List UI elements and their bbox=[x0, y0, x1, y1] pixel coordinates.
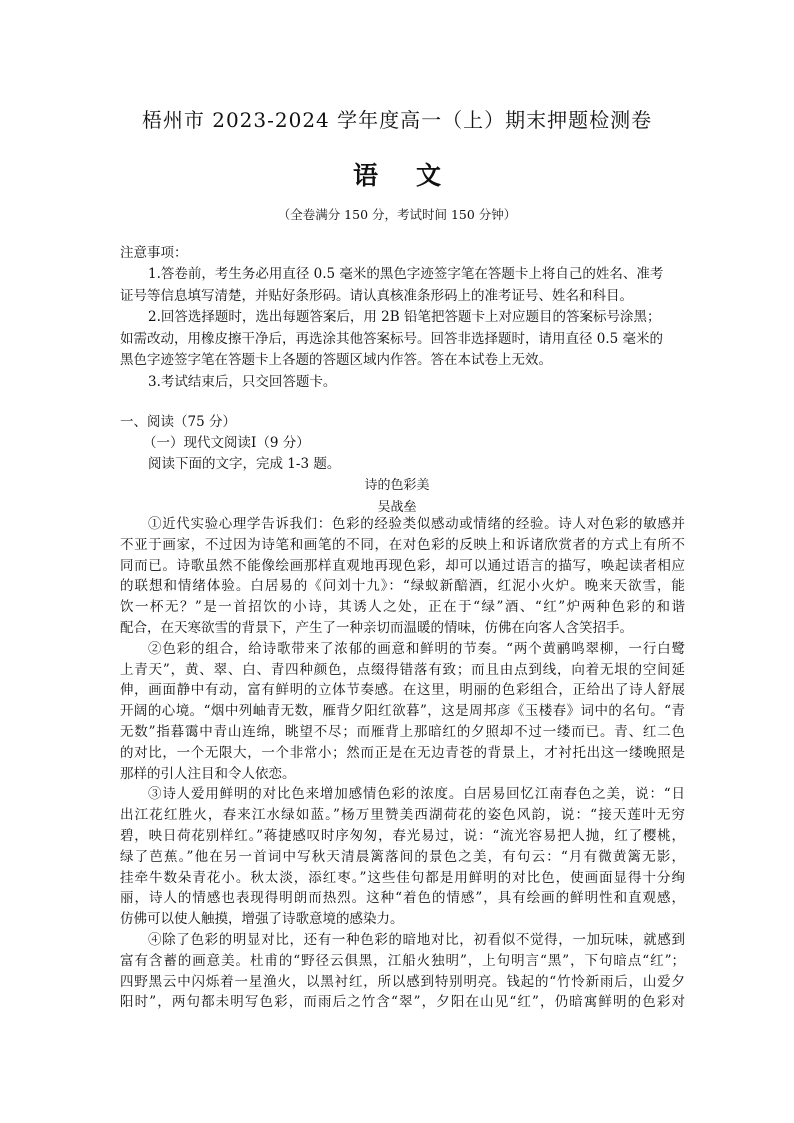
notes-line: 黑色字迹签字笔在答题卡上各题的答题区域内作答。答在本试卷上无效。 bbox=[120, 352, 552, 368]
essay-line: 碧，映日荷花别样红。”蒋捷感叹时序匆匆，春光易过，说：“流光容易把人抛，红了樱桃， bbox=[120, 827, 685, 844]
reading-instruction: 阅读下面的文字，完成 1-3 题。 bbox=[148, 456, 341, 472]
essay-line: 那样的引人注目和令人依恋。 bbox=[120, 765, 296, 782]
subject-heading bbox=[0, 156, 794, 192]
notes-line: 证号等信息填写清楚，并贴好条形码。请认真核准条形码上的准考证号、姓名和科目。 bbox=[120, 287, 633, 304]
section-heading: 一、阅读（75 分） bbox=[120, 414, 236, 430]
exam-score-time-note: （全卷满分 150 分，考试时间 150 分钟） bbox=[277, 207, 517, 222]
essay-line: 挂牵牛数朵青花小。秋太淡，添红枣。”这些佳句都是用鲜明的对比色，使画面显得十分绚 bbox=[120, 869, 685, 886]
essay-line: ①近代实验心理学告诉我们：色彩的经验类似感动或情绪的经验。诗人对色彩的敏感并 bbox=[148, 516, 685, 532]
notes-body bbox=[120, 264, 685, 393]
essay-line: 丽，诗人的情感也表现得明朗而热烈。这种“着色的情感”，具有绘画的鲜明性和直观感， bbox=[120, 890, 685, 907]
essay-line: 富有含蓄的画意美。杜甫的“野径云俱黑，江船火独明”，上句明言“黑”，下句暗点“红”； bbox=[120, 952, 685, 969]
essay-line: 同而已。诗歌虽然不能像绘画那样直观地再现色彩，却可以通过语言的描写，唤起读者相应 bbox=[120, 557, 685, 574]
essay-line: 配合，在天寒欲雪的背景下，产生了一种亲切而温暖的情味，仿佛在向客人含笑招手。 bbox=[120, 619, 633, 636]
essay-line: ③诗人爱用鲜明的对比色来增加感情色彩的浓度。白居易回忆江南春色之美，说：“日 bbox=[148, 786, 685, 803]
essay-line: 绿了芭蕉。”他在另一首词中写秋天清晨篱落间的景色之美，有句云：“月有微黄篱无影， bbox=[120, 848, 685, 865]
essay-line: 饮一杯无？”是一首招饮的小诗，其诱人之处，正在于“绿”酒、“红”炉两种色彩的和谐 bbox=[120, 599, 685, 616]
essay-author: 吴战垒 bbox=[377, 500, 417, 515]
subject-char-2: 文 bbox=[416, 161, 442, 190]
essay-line: 出江花红胜火，春来江水绿如蓝。”杨万里赞美西湖荷花的姿色风韵，说：“接天莲叶无穷 bbox=[120, 807, 685, 824]
essay-line: 仿佛可以使人触摸，增强了诗歌意境的感染力。 bbox=[120, 911, 404, 928]
essay-line: 伸，画面静中有动，富有鲜明的立体节奏感。在这里，明丽的色彩组合，正给出了诗人舒展 bbox=[120, 682, 685, 699]
essay-line: 的联想和情绪体验。白居易的《问刘十九》：“绿蚁新醅酒，红泥小火炉。晚来天欲雪，能 bbox=[120, 578, 685, 595]
essay-line: 不亚于画家，不过因为诗笔和画笔的不同，在对色彩的反映上和诉诸欣赏者的方式上有所不 bbox=[120, 536, 685, 553]
notes-line: 3.考试结束后，只交回答题卡。 bbox=[148, 373, 337, 390]
essay-line: 无数”指暮霭中青山连绵，眺望不尽；而雁背上那暗红的夕照却不过一缕而已。青、红二色 bbox=[120, 723, 685, 740]
essay-line: ②色彩的组合，给诗歌带来了浓郁的画意和鲜明的节奏。“两个黄鹂鸣翠柳，一行白鹭 bbox=[148, 640, 685, 657]
essay-line: 阳时”，两句都未明写色彩，而雨后之竹含“翠”，夕阳在山见“红”，仍暗寓鲜明的色彩对 bbox=[120, 994, 685, 1011]
essay-line: ④除了色彩的明显对比，还有一种色彩的暗地对比，初看似不觉得，一加玩味，就感到 bbox=[148, 931, 685, 948]
exam-title: 梧州市 2023-2024 学年度高一（上）期末押题检测卷 bbox=[141, 108, 653, 132]
essay-title: 诗的色彩美 bbox=[364, 478, 430, 493]
notes-heading: 注意事项： bbox=[120, 245, 188, 261]
notes-line: 1.答卷前，考生务必用直径 0.5 毫米的黑色字迹签字笔在答题卡上将自己的姓名、准考 bbox=[148, 266, 664, 282]
notes-line: 2.回答选择题时，选出每题答案后，用 2B 铅笔把答题卡上对应题目的答案标号涂黑； bbox=[148, 309, 661, 325]
subject-char-1: 语 bbox=[352, 161, 378, 190]
essay-body bbox=[120, 514, 685, 1013]
essay-line: 上青天”，黄、翠、白、青四种颜色，点缀得错落有致；而且由点到线，向着无垠的空间延 bbox=[120, 661, 685, 678]
essay-line: 四野黑云中闪烁着一星渔火，以黑衬红，所以感到特别明亮。钱起的“竹怜新雨后，山爱夕 bbox=[120, 973, 685, 990]
subsection-heading: （一）现代文阅读Ⅰ（9 分） bbox=[143, 435, 310, 451]
essay-line: 的对比，一个无限大，一个非常小；然而正是在无边青苍的背景上，才衬托出这一缕晚照是 bbox=[120, 744, 685, 761]
essay-line: 开阔的心境。“烟中列岫青无数，雁背夕阳红欲暮”，这是周邦彦《玉楼春》词中的名句。“青 bbox=[120, 703, 685, 720]
notes-line: 如需改动，用橡皮擦干净后，再选涂其他答案标号。回答非选择题时，请用直径 0.5 毫米的 bbox=[120, 330, 664, 347]
